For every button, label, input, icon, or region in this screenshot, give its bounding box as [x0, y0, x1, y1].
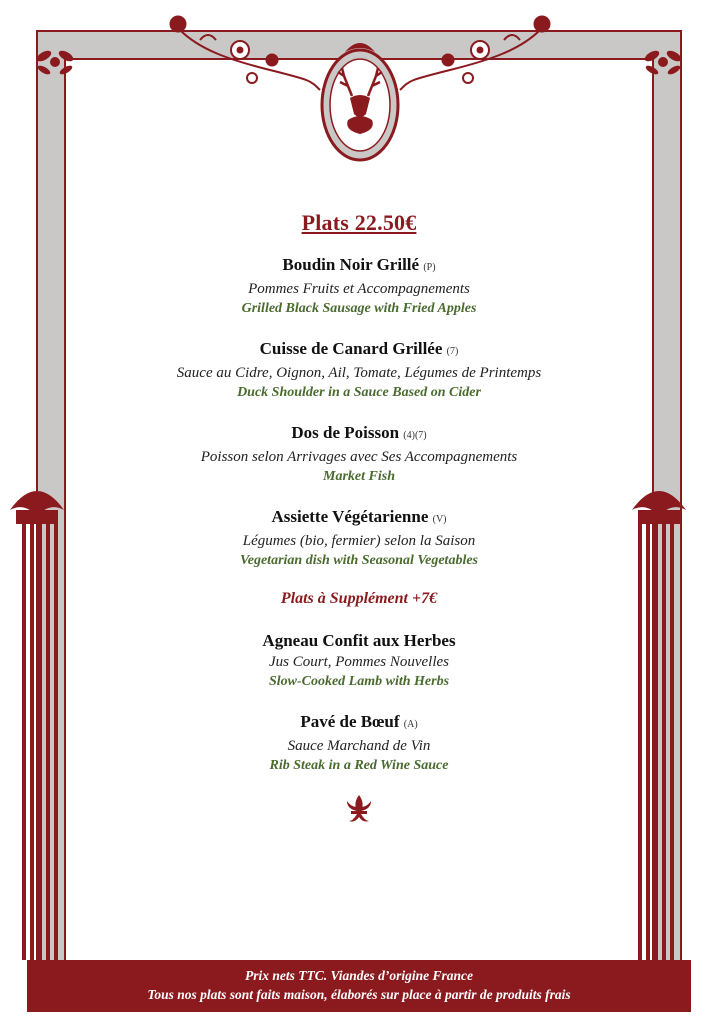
allergen-code: (7)	[446, 346, 459, 357]
item-name: Pavé de Bœuf	[300, 712, 400, 731]
item-description-fr: Sauce au Cidre, Oignon, Ail, Tomate, Légumes de Printemps	[176, 365, 542, 381]
floral-ornament-icon	[640, 42, 686, 82]
menu-content	[64, 210, 654, 830]
allergen-code: (4)(7)	[403, 430, 427, 441]
footer-banner	[27, 960, 691, 1012]
menu-item	[64, 711, 654, 776]
item-name: Dos de Poisson	[291, 423, 400, 442]
item-description-en: Slow-Cooked Lamb with Herbs	[268, 674, 450, 689]
item-description-en: Vegetarian dish with Seasonal Vegetables	[239, 553, 479, 568]
allergen-code: (P)	[423, 262, 436, 273]
item-description-fr: Jus Court, Pommes Nouvelles	[269, 654, 449, 670]
item-name: Cuisse de Canard Grillée	[259, 339, 443, 358]
footer-line-1: Prix nets TTC. Viandes d’origine France	[244, 968, 474, 983]
item-name: Boudin Noir Grillé	[282, 255, 420, 274]
allergen-code: (V)	[432, 514, 447, 525]
item-description-en: Market Fish	[323, 469, 395, 484]
menu-item	[64, 338, 654, 403]
item-name: Assiette Végétarienne	[271, 507, 429, 526]
item-description-fr: Poisson selon Arrivages avec Ses Accompagnements	[200, 449, 518, 465]
item-description-en: Duck Shoulder in a Sauce Based on Cider	[237, 385, 481, 400]
item-description-fr: Légumes (bio, fermier) selon la Saison	[242, 533, 476, 549]
item-description-en: Rib Steak in a Red Wine Sauce	[269, 758, 449, 773]
stag-head-icon	[330, 68, 390, 138]
floral-ornament-icon	[32, 42, 78, 82]
menu-title: Plats 22.50€	[301, 210, 417, 235]
item-description-fr: Pommes Fruits et Accompagnements	[248, 281, 470, 297]
footer-line-2: Tous nos plats sont faits maison, élaborés sur place à partir de produits frais	[147, 987, 571, 1002]
item-name: Agneau Confit aux Herbes	[262, 631, 456, 650]
item-description-fr: Sauce Marchand de Vin	[287, 738, 431, 754]
menu-item	[64, 506, 654, 571]
fleur-de-lis-icon	[64, 795, 654, 830]
supplement-heading: Plats à Supplément +7€	[280, 590, 438, 607]
left-column	[8, 480, 66, 960]
item-description-en: Grilled Black Sausage with Fried Apples	[241, 301, 477, 316]
menu-item	[64, 422, 654, 487]
menu-item	[64, 254, 654, 319]
allergen-code: (A)	[403, 719, 418, 730]
menu-item	[64, 630, 654, 692]
